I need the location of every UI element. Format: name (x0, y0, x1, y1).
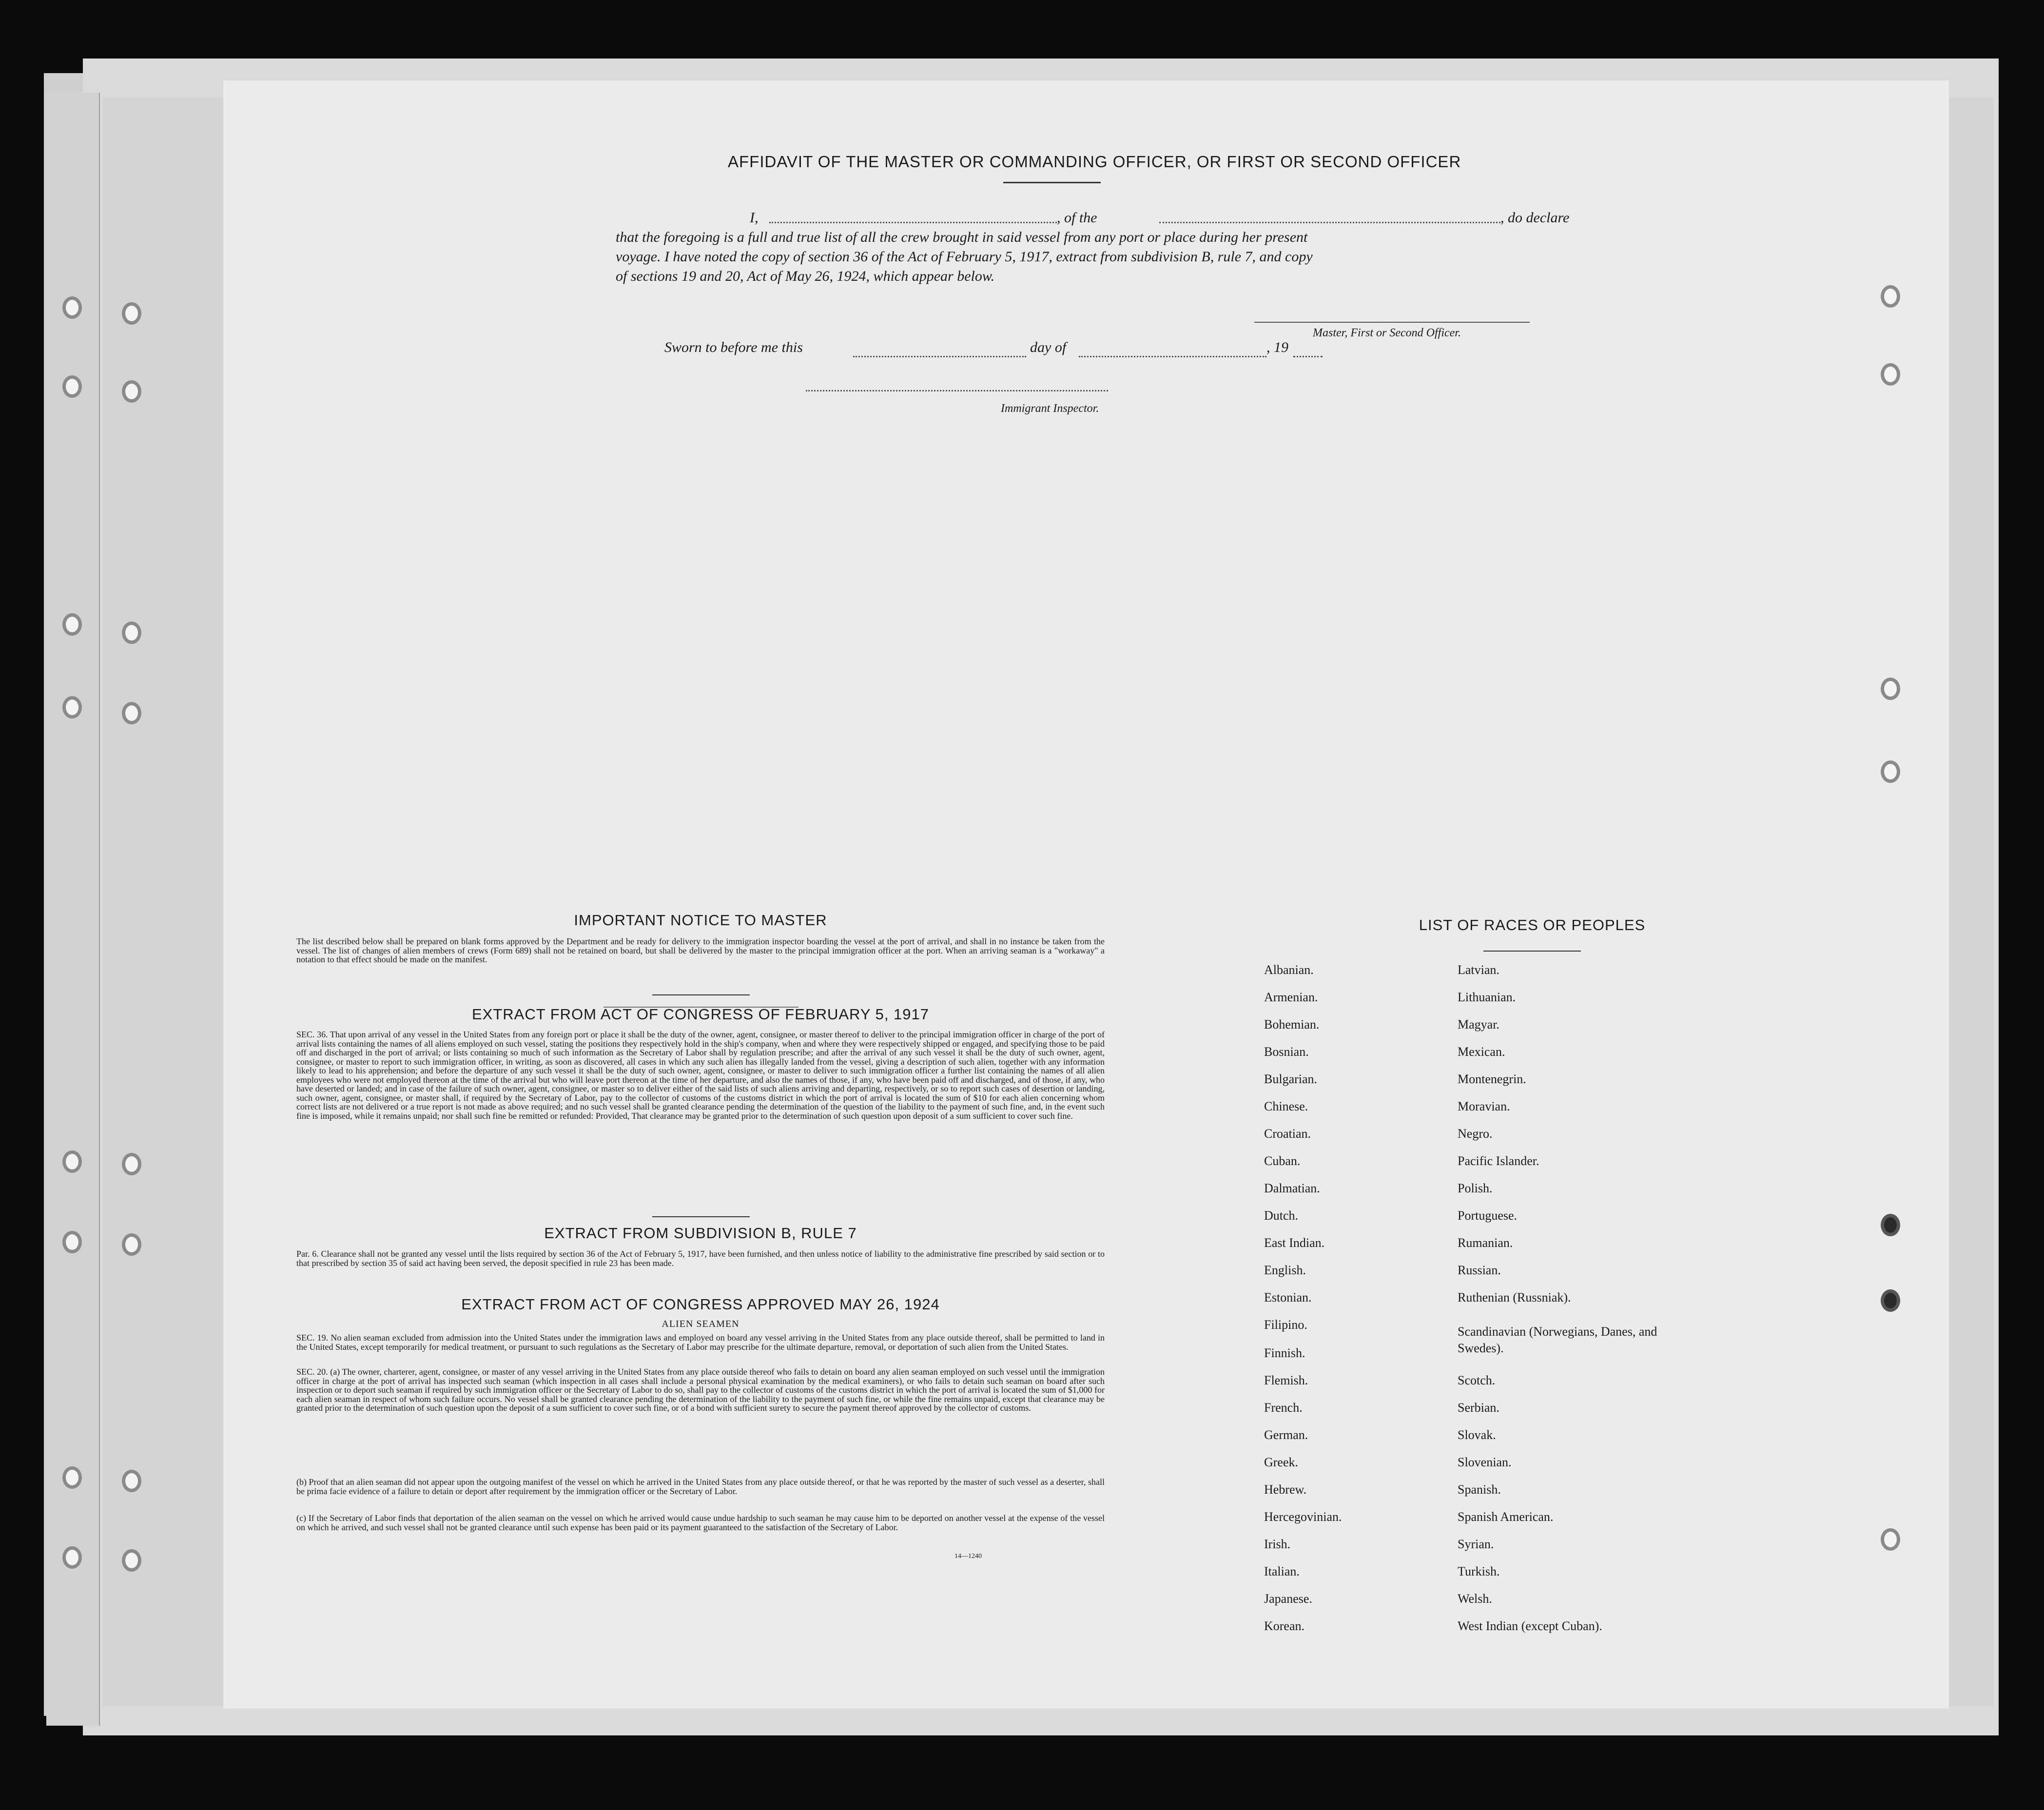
race-item: Russian. (1458, 1263, 1501, 1277)
race-item: Filipino. (1264, 1318, 1307, 1332)
race-item: Spanish. (1458, 1482, 1501, 1497)
sworn-year: , 19 (1266, 339, 1288, 355)
binding-hole (1881, 1289, 1900, 1312)
race-item: Flemish. (1264, 1373, 1308, 1387)
extract-1924-sec20a: SEC. 20. (a) The owner, charterer, agent, consignee, or master of any vessel arriving in the United States from any place outside thereof who fails to detain on board any alien seaman employed on such vessel until the immigration officer in charge at the port of arrival has inspected such seaman (which inspection in all cases shall include a personal physical examination by the medical examiners), or who fails to detain such seaman on board after such inspection or to deport such seaman if required by such immigration officer or the Secretary of Labor to do so, shall pay to the collector of customs of the customs district in which the port of arrival is located the sum of $1,000 for each alien seaman in respect of whom such failure occurs. No vessel shall be granted clearance pending the determination of the liability to the payment of such fine, or while the fine remains unpaid, except that clearance may be granted prior to the determination of such question upon the deposit of a sum sufficient to cover such fine, or of a bond with sufficient surety to secure the payment thereof approved by the collector of customs. (296, 1367, 1105, 1413)
race-item: Welsh. (1458, 1592, 1492, 1606)
race-item: Hercegovinian. (1264, 1510, 1342, 1524)
binding-hole (1881, 678, 1900, 700)
binding-hole (62, 296, 82, 319)
binding-hole (62, 375, 82, 398)
race-item: Turkish. (1458, 1564, 1500, 1578)
binding-hole (122, 1153, 141, 1175)
declare-end: , do declare (1500, 210, 1570, 226)
race-item: Bulgarian. (1264, 1072, 1318, 1086)
race-item: Italian. (1264, 1564, 1300, 1578)
race-item: Croatian. (1264, 1127, 1311, 1141)
race-item: German. (1264, 1428, 1308, 1442)
inspector-signature-line[interactable] (806, 390, 1108, 391)
sworn-month-blank[interactable] (1079, 356, 1266, 357)
binding-hole (1881, 1528, 1900, 1551)
race-item: Greek. (1264, 1455, 1299, 1469)
section-rule (652, 994, 750, 995)
form-page (223, 80, 1949, 1709)
race-item: Serbian. (1458, 1401, 1499, 1415)
affidavit-title: AFFIDAVIT OF THE MASTER OR COMMANDING OFFICER, OR FIRST OR SECOND OFFICER (728, 153, 1461, 171)
binding-hole (122, 1233, 141, 1256)
race-item: French. (1264, 1401, 1303, 1415)
binding-hole (62, 1546, 82, 1569)
race-item: Syrian. (1458, 1537, 1494, 1551)
race-item: Lithuanian. (1458, 990, 1516, 1004)
race-item: Korean. (1264, 1619, 1305, 1633)
race-item: Scandinavian (Norwegians, Danes, and Swedes). (1458, 1324, 1657, 1355)
race-item: Pacific Islander. (1458, 1154, 1539, 1168)
name-blank[interactable] (769, 222, 1057, 223)
race-item: Estonian. (1264, 1290, 1312, 1304)
extract-1924-sec20b: (b) Proof that an alien seaman did not appear upon the outgoing manifest of the vessel on which he arrived in the United States from any place outside thereof, or that he was reported by the master of such vessel as a deserter, shall be prima facie evidence of a failure to detain or deport after requirement by the immigration officer or the Secretary of Labor. (296, 1477, 1105, 1496)
vessel-blank[interactable] (1159, 222, 1500, 223)
race-item: Irish. (1264, 1537, 1291, 1551)
race-item: Bohemian. (1264, 1017, 1320, 1032)
affidavit-body-line3: of sections 19 and 20, Act of May 26, 1924, which appear below. (616, 268, 995, 284)
extract-rule7-text: Par. 6. Clearance shall not be granted any vessel until the lists required by section 36 of the Act of February 5, 1917, have been furnished, and then unless notice of liability to the administrative fine prescribed by said section or to that prescribed by section 35 of said act having been served, the deposit specified in rule 23 has been made. (296, 1249, 1105, 1268)
race-item: Portuguese. (1458, 1208, 1518, 1223)
race-item: Dutch. (1264, 1208, 1299, 1223)
binding-hole (1881, 363, 1900, 386)
sworn-day-blank[interactable] (853, 356, 1026, 357)
race-item: Albanian. (1264, 963, 1314, 977)
binding-hole (1881, 285, 1900, 308)
binding-hole (1881, 1214, 1900, 1236)
binding-hole (122, 702, 141, 724)
race-item: Japanese. (1264, 1592, 1312, 1606)
race-item: Dalmatian. (1264, 1181, 1320, 1195)
binding-hole (122, 1549, 141, 1572)
declare-of-the: , of the (1057, 210, 1097, 226)
binding-hole (62, 613, 82, 636)
notice-text: The list described below shall be prepared on blank forms approved by the Department and be ready for delivery to the immigration inspector boarding the vessel at the port of arrival, and shall in no instance be taken from the vessel. The list of changes of alien members of crews (Form 689) shall not be retained on board, but shall be delivered by the master to the principal immigration officer at the port. When an arriving seaman is a "workaway" a notation to that effect should be made on the manifest. (296, 936, 1105, 964)
binding-hole (122, 380, 141, 403)
race-item: Slovak. (1458, 1428, 1496, 1442)
extract-1917-title: EXTRACT FROM ACT OF CONGRESS OF FEBRUARY 5, 1917 (471, 1006, 930, 1023)
race-item: Negro. (1458, 1127, 1493, 1141)
race-item: Chinese. (1264, 1099, 1308, 1113)
extract-1924-subtitle: ALIEN SEAMEN (662, 1319, 740, 1329)
sworn-prefix: Sworn to before me this (664, 339, 803, 355)
binding-hole (122, 622, 141, 644)
race-item: West Indian (except Cuban). (1458, 1619, 1602, 1633)
race-item: Mexican. (1458, 1045, 1505, 1059)
race-item: Finnish. (1264, 1346, 1305, 1360)
master-caption: Master, First or Second Officer. (1313, 327, 1461, 339)
sworn-day-of: day of (1030, 339, 1067, 355)
extract-rule7-title: EXTRACT FROM SUBDIVISION B, RULE 7 (544, 1225, 857, 1242)
race-item: Armenian. (1264, 990, 1318, 1004)
affidavit-body-line1: that the foregoing is a full and true list of all the crew brought in said vessel from any port or place during her present (616, 229, 1308, 245)
extract-1917-text: SEC. 36. That upon arrival of any vessel in the United States from any foreign port or place it shall be the duty of the owner, agent, consignee, or master thereof to deliver to the principal immigration officer in charge of the port of arrival lists containing the names of all aliens employed on such vessel, stating the positions they respectively hold in the ship's company, when and where they were respectively shipped or engaged, and specifying those to be paid off and discharged in the port of arrival; or lists containing so much of such information as the Secretary of Labor shall by regulation prescribe; and after the arrival of any such vessel it shall be the duty of such owner, agent, consignee, or master to report to such immigration officer, in writing, as soon as discovered, all cases in which any such alien has illegally landed from the vessel, giving a description of such alien, together with any information likely to lead to his apprehension; and before the departure of any such vessel it shall be the duty of such owner, agent, consignee, or master to deliver to such immigration officer a further list containing the names of all alien employees who were not employed thereon at the time of the arrival but who will leave port thereon at the time of her departure, and also the names of those, if any, who have been paid off and discharged, and of those, if any, who have deserted or landed; and in case of the failure of such owner, agent, consignee, or master so to deliver either of the said lists of such aliens arriving and departing, respectively, or so to report such cases of desertion or landing, such owner, agent, consignee, or master shall, if required by the Secretary of Labor, pay to the collector of customs of the customs district in which the port of arrival is located the sum of $10 for each alien concerning whom correct lists are not delivered or a true report is not made as above required; and no such vessel shall be granted clearance pending the determination of the question of the liability to the payment of such fine, and, in the event such fine is imposed, while it remains unpaid; nor shall such fine be remitted or refunded: Provided, That clearance may be granted prior to the determination of such question upon deposit of a sum sufficient to cover such fine. (296, 1030, 1105, 1121)
sworn-year-blank[interactable] (1293, 356, 1323, 357)
race-item: Bosnian. (1264, 1045, 1309, 1059)
races-rule (1483, 951, 1581, 952)
race-item: Magyar. (1458, 1017, 1499, 1032)
race-item: Montenegrin. (1458, 1072, 1526, 1086)
binding-hole (62, 1231, 82, 1253)
form-number: 14—1240 (954, 1553, 982, 1560)
section-rule (652, 1216, 750, 1217)
declare-i: I, (750, 210, 759, 226)
race-item: East Indian. (1264, 1236, 1325, 1250)
affidavit-body-line2: voyage. I have noted the copy of section 36 of the Act of February 5, 1917, extract from subdivision B, rule 7, and copy (616, 249, 1313, 265)
binding-hole (1881, 760, 1900, 783)
title-rule (1003, 182, 1101, 183)
extract-1924-sec19: SEC. 19. No alien seaman excluded from admission into the United States under the immigration laws and employed on board any vessel arriving in the United States from any place outside thereof, shall be permitted to land in the United States, except temporarily for medical treatment, or pursuant to such regulations as the Secretary of Labor may prescribe for the ultimate departure, removal, or deportation of such alien from the United States. (296, 1333, 1105, 1352)
races-title: LIST OF RACES OR PEOPLES (1419, 916, 1646, 934)
race-item: Hebrew. (1264, 1482, 1307, 1497)
race-item: Scotch. (1458, 1373, 1496, 1387)
master-signature-line[interactable] (1254, 322, 1530, 323)
inspector-caption: Immigrant Inspector. (1001, 402, 1099, 415)
extract-1924-title: EXTRACT FROM ACT OF CONGRESS APPROVED MAY 26, 1924 (461, 1296, 940, 1313)
binding-hole (62, 696, 82, 719)
race-item: Cuban. (1264, 1154, 1301, 1168)
extract-1924-sec20c: (c) If the Secretary of Labor finds that deportation of the alien seaman on the vessel on which he arrived would cause undue hardship to such seaman he may cause him to be deported on another vessel at the expense of the vessel on which he arrived, and such vessel shall not be granted clearance until such expense has been paid or its payment guaranteed to the satisfaction of the Secretary of Labor. (296, 1513, 1105, 1532)
race-item: Moravian. (1458, 1099, 1510, 1113)
race-item: Spanish American. (1458, 1510, 1554, 1524)
race-item: Rumanian. (1458, 1236, 1513, 1250)
notice-title: IMPORTANT NOTICE TO MASTER (574, 912, 827, 929)
binding-hole (122, 1470, 141, 1492)
race-item: Ruthenian (Russniak). (1458, 1290, 1571, 1304)
race-item: Latvian. (1458, 963, 1499, 977)
race-item: Polish. (1458, 1181, 1493, 1195)
race-item: Slovenian. (1458, 1455, 1512, 1469)
race-item: English. (1264, 1263, 1306, 1277)
binding-hole (122, 302, 141, 325)
binding-hole (62, 1150, 82, 1173)
binding-hole (62, 1466, 82, 1489)
